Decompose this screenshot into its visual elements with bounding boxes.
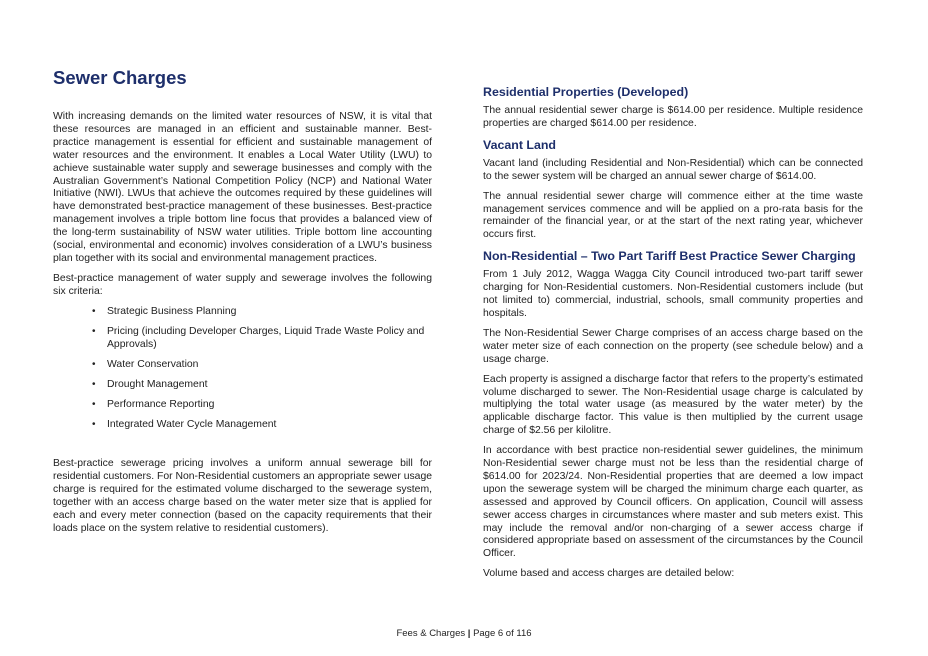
bullet-icon: •	[92, 305, 96, 317]
left-column	[53, 111, 432, 439]
list-item-text: Pricing (including Developer Charges, Liquid Trade Waste Policy and Approvals)	[107, 325, 425, 350]
residential-heading: Residential Properties (Developed)	[483, 85, 689, 99]
list-item-text: Water Conservation	[107, 358, 199, 370]
vacant-land-heading: Vacant Land	[483, 137, 556, 152]
list-item	[92, 419, 432, 432]
vacant-land-paragraph-2: The annual residential sewer charge will commence either at the time waste management services commence and will be applied on a pro-rata basis for the remainder of the financial year, or at the start of the next rating year, whichever occurs first.	[483, 190, 863, 241]
pricing-paragraph: Best-practice sewerage pricing involves a uniform annual sewerage bill for residential customers. For Non-Residential customers an appropriate sewer usage charge is required for the estimated volume discharged to the sewerage system, together with an access charge based on the water meter size that is applied for each and every meter connection (based on the capacity requirements that their loads place on the system relative to residential customers).	[53, 458, 432, 534]
list-item	[92, 378, 432, 392]
criteria-list	[53, 306, 432, 432]
non-residential-paragraph-1: From 1 July 2012, Wagga Wagga City Council introduced two-part tariff sewer charging for Non-Residential customers. Non-Residential customers include (but not limited to) commercial, industrial, schools, small community properties and hospitals.	[483, 269, 863, 319]
vacant-land-paragraph-1: Vacant land (including Residential and Non-Residential) which can be connected to the sewer system will be charged an annual sewer charge of $614.00.	[483, 157, 863, 182]
residential-paragraph: The annual residential sewer charge is $614.00 per residence. Multiple residence properties are charged $614.00 per residence.	[483, 105, 863, 129]
non-residential-paragraph-4: In accordance with best practice non-residential sewer guidelines, the minimum Non-Residential sewer charge must not be less than the residential charge of $614.00 for 2023/24. Non-Residential properties that are deemed a low impact upon the sewerage system will be charged the minimum charge each quarter, as assessed and approved by Council officers. On application, Council will assess sewer access charges in circumstances where master and sub meters exist. This may include the removal and/or non-charging of a sewer access charge if considered appropriate based on assessment of the circumstances by the Council Officer.	[483, 445, 863, 560]
page-number: Page 6 of 116	[473, 628, 532, 639]
intro-paragraph: With increasing demands on the limited water resources of NSW, it is vital that these resources are managed in an efficient and sustainable manner. Best-practice management is essential for efficient and sustainable management of water resources and the environment. It enables a Local Water Utility (LWU) to achieve sustainable water supply and sewerage businesses and comply with the Australian Government’s National Competition Policy (NCP) and National Water Initiative (NWI). LWUs that achieve the outcomes required by these guidelines will have demonstrated best-practice management of these businesses. Best-practice management involves a triple bottom line focus that provides a balanced view of the long-term sustainability of NSW water utilities. Triple bottom line accounting (social, environmental and economic) involves consideration of a LWU’s business plan together with its social and environmental management practices.	[53, 111, 432, 264]
page-footer	[0, 628, 928, 639]
footer-title: Fees & Charges	[396, 628, 466, 639]
list-item-text: Strategic Business Planning	[107, 305, 237, 317]
bullet-icon: •	[92, 378, 96, 390]
non-residential-paragraph-2: The Non-Residential Sewer Charge comprises of an access charge based on the water meter size of each connection on the property (see schedule below) and a usage charge.	[483, 327, 863, 365]
pricing-section	[53, 458, 432, 535]
right-column	[483, 85, 863, 588]
bullet-icon: •	[92, 358, 96, 370]
non-residential-paragraph-5: Volume based and access charges are detailed below:	[483, 568, 735, 580]
list-item-text: Performance Reporting	[107, 398, 215, 410]
non-residential-heading: Non-Residential – Two Part Tariff Best Practice Sewer Charging	[483, 249, 856, 264]
list-item-text: Drought Management	[107, 378, 208, 390]
criteria-intro-paragraph: Best-practice management of water supply and sewerage involves the following six criteria:	[53, 272, 432, 297]
list-item-text: Integrated Water Cycle Management	[107, 419, 277, 431]
footer-separator: |	[467, 628, 471, 639]
non-residential-paragraph-3: Each property is assigned a discharge factor that refers to the property’s estimated volume discharged to sewer. The Non-Residential usage charge is calculated by multiplying the total water usage (as measured by the water meter) by the applicable discharge factor. This value is then multiplied by the current usage charge of $2.56 per kilolitre.	[483, 373, 863, 437]
list-item	[92, 325, 432, 352]
bullet-icon: •	[92, 419, 96, 431]
list-item	[92, 305, 432, 319]
list-item	[92, 358, 432, 372]
bullet-icon: •	[92, 398, 96, 410]
bullet-icon: •	[92, 325, 96, 337]
page-title: Sewer Charges	[53, 67, 187, 88]
list-item	[92, 398, 432, 412]
